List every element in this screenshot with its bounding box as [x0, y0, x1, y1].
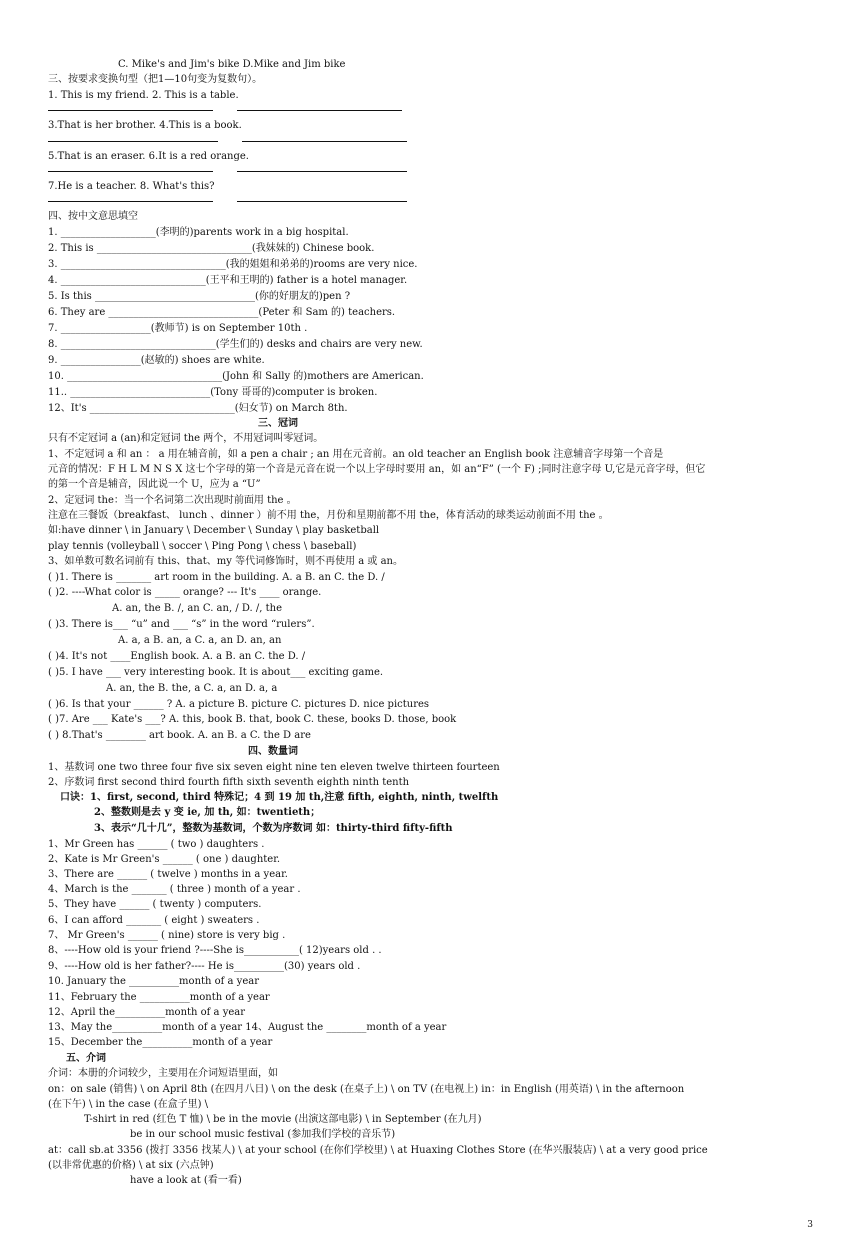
text-line: ( )5. I have ___ very interesting book. It is about___ exciting game.	[48, 667, 384, 678]
text-line: ( )7. Are ___ Kate's ___? A. this, book B. that, book C. these, books D. those, book	[48, 714, 457, 725]
text-line: 的第一个音是辅音，因此说一个 U，应为 a “U”	[48, 479, 261, 490]
text-line: 10. January the __________month of a year	[48, 976, 259, 987]
text-line: ( )2. ----What color is _____ orange? --- It's ____ orange.	[48, 587, 322, 598]
section-heading: 三、冠词	[258, 418, 298, 429]
text-line: 2、定冠词 the：当一个名词第二次出现时前面用 the 。	[48, 495, 297, 506]
text-line: 11.. ____________________________(Tony 哥哥的)computer is broken.	[48, 387, 378, 398]
text-line: 7、 Mr Green's ______ ( nine) store is very big .	[48, 930, 286, 941]
text-line: 8、----How old is your friend ?----She is___________( 12)years old . .	[48, 945, 382, 956]
answer-blank-line	[48, 171, 213, 172]
text-line: 2. This is _______________________________(我妹妹的) Chinese book.	[48, 243, 375, 254]
text-line: 4、March is the _______ ( three ) month of a year .	[48, 884, 301, 895]
page-number: 3	[807, 1220, 813, 1230]
text-line: 1、不定冠词 a 和 an ： a 用在辅音前，如 a pen a chair ; an 用在元音前。an old teacher an English book 注意辅音字母第一个音是	[48, 449, 664, 460]
text-line: 1. ___________________(李明的)parents work in a big hospital.	[48, 227, 349, 238]
text-line: T-shirt in red (红色 T 恤) \ be in the movie (出演这部电影) \ in September (在九月)	[84, 1114, 482, 1125]
text-line: 11、February the __________month of a year	[48, 992, 270, 1003]
section-heading: 四、数量词	[248, 746, 298, 757]
text-line: 四、按中文意思填空	[48, 211, 138, 222]
text-line: (在下午) \ in the case (在盒子里) \	[48, 1099, 209, 1110]
section-heading: 2、整数则是去 y 变 ie, 加 th, 如：twentieth；	[94, 807, 321, 818]
text-line: 三、按要求变换句型（把1—10句变为复数句）。	[48, 74, 263, 85]
text-line: be in our school music festival (参加我们学校的音乐节)	[130, 1129, 396, 1140]
text-line: ( )1. There is _______ art room in the building. A. a B. an C. the D. /	[48, 572, 385, 583]
text-line: A. a, a B. an, a C. a, an D. an, an	[118, 635, 282, 646]
text-line: 10. _______________________________(John 和 Sally 的)mothers are American.	[48, 371, 424, 382]
text-line: (以非常优惠的价格) \ at six (六点钟)	[48, 1160, 214, 1171]
text-line: 5、They have ______ ( twenty ) computers.	[48, 899, 262, 910]
text-line: 7.He is a teacher. 8. What's this?	[48, 181, 215, 192]
text-line: 12、April the__________month of a year	[48, 1007, 246, 1018]
text-line: 3、There are ______ ( twelve ) months in a year.	[48, 869, 288, 880]
text-line: 3.That is her brother. 4.This is a book.	[48, 120, 242, 131]
text-line: play tennis (volleyball \ soccer \ Ping Pong \ chess \ baseball)	[48, 541, 357, 552]
text-line: ( )3. There is___ “u” and ___ “s” in the word “rulers”.	[48, 619, 315, 630]
text-line: 6. They are ______________________________(Peter 和 Sam 的) teachers.	[48, 307, 396, 318]
text-line: ( )4. It's not ____English book. A. a B. an C. the D. /	[48, 651, 306, 662]
text-line: 1、基数词 one two three four five six seven eight nine ten eleven twelve thirteen fourteen	[48, 762, 500, 773]
section-heading: 五、介词	[66, 1053, 106, 1064]
answer-blank-line	[48, 201, 213, 202]
text-line: have a look at (看一看)	[130, 1175, 242, 1186]
text-line: 1. This is my friend. 2. This is a table.	[48, 90, 239, 101]
text-line: 13、May the__________month of a year 14、August the ________month of a year	[48, 1022, 447, 1033]
text-line: 如:have dinner \ in January \ December \ Sunday \ play basketball	[48, 525, 380, 536]
text-line: A. an, the B. the, a C. a, an D. a, a	[106, 683, 278, 694]
text-line: 5.That is an eraser. 6.It is a red orange.	[48, 151, 249, 162]
answer-blank-line	[237, 110, 402, 111]
section-heading: 口诀：1、first, second, third 特殊记；4 到 19 加 th,注意 fifth, eighth, ninth, twelfth	[60, 792, 499, 803]
text-line: 7. __________________(教师节) is on September 10th .	[48, 323, 308, 334]
text-line: 元音的情况：F H L M N S X 这七个字母的第一个音是元音在说一个以上字母时要用 an，如 an“F” (一个 F) ;同时注意字母 U,它是元音字母，但它	[48, 464, 706, 475]
text-line: ( )6. Is that your ______ ? A. a picture B. picture C. pictures D. nice pictures	[48, 699, 430, 710]
answer-blank-line	[237, 201, 407, 202]
text-line: 9. ________________(赵敏的) shoes are white.	[48, 355, 265, 366]
text-line: 15、December the__________month of a year	[48, 1037, 273, 1048]
text-line: 注意在三餐饭（breakfast、 lunch 、dinner ）前不用 the，月份和星期前都不用 the，体育活动的球类运动前面不用 the 。	[48, 510, 609, 521]
text-line: 2、Kate is Mr Green's ______ ( one ) daughter.	[48, 854, 281, 865]
text-line: A. an, the B. /, an C. an, / D. /, the	[112, 603, 282, 614]
text-line: C. Mike's and Jim's bike D.Mike and Jim bike	[118, 59, 346, 70]
text-line: 6、I can afford _______ ( eight ) sweaters .	[48, 915, 260, 926]
text-line: 只有不定冠词 a (an)和定冠词 the 两个，不用冠词叫零冠词。	[48, 433, 324, 444]
answer-blank-line	[237, 171, 407, 172]
text-line: 12、It's _____________________________(妇女节) on March 8th.	[48, 403, 348, 414]
text-line: 介词：本册的介词较少，主要用在介词短语里面，如	[48, 1068, 278, 1079]
section-heading: 3、表示“几十几”，整数为基数词，个数为序数词 如：thirty-third fifty-fifth	[94, 823, 453, 834]
text-line: 5. Is this ________________________________(你的好朋友的)pen ?	[48, 291, 351, 302]
text-line: 3. _________________________________(我的姐姐和弟弟的)rooms are very nice.	[48, 259, 418, 270]
answer-blank-line	[48, 141, 218, 142]
text-line: 2、序数词 first second third fourth fifth sixth seventh eighth ninth tenth	[48, 777, 410, 788]
answer-blank-line	[242, 141, 407, 142]
text-line: 8. _______________________________(学生们的) desks and chairs are very new.	[48, 339, 423, 350]
answer-blank-line	[48, 110, 213, 111]
text-line: 9、----How old is her father?---- He is__________(30) years old .	[48, 961, 361, 972]
text-line: 3、如单数可数名词前有 this、that、my 等代词修饰时，则不再使用 a 或 an。	[48, 556, 403, 567]
text-line: on：on sale (销售) \ on April 8th (在四月八日) \ on the desk (在桌子上) \ on TV (在电视上) in：in English (用英语) \ in the afternoon	[48, 1084, 685, 1095]
text-line: ( ) 8.That's ________ art book. A. an B. a C. the D are	[48, 730, 311, 741]
text-line: 4. _____________________________(王平和王明的) father is a hotel manager.	[48, 275, 408, 286]
text-line: 1、Mr Green has ______ ( two ) daughters .	[48, 839, 265, 850]
text-line: at：call sb.at 3356 (拨打 3356 找某人) \ at your school (在你们学校里) \ at Huaxing Clothes Store (在华兴服装店) \ at a very good price	[48, 1145, 708, 1156]
